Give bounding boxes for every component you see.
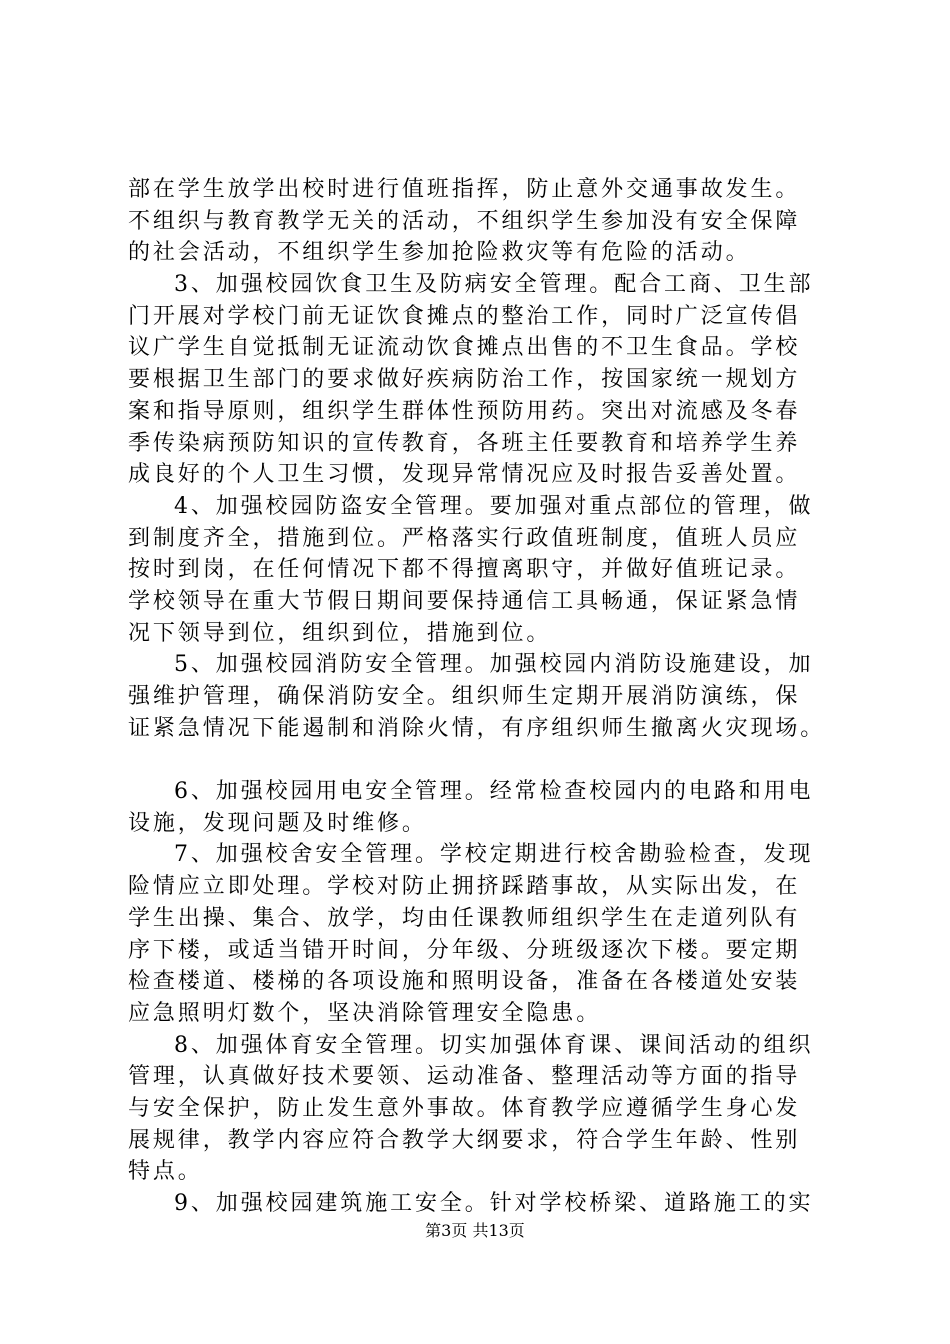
text-line: 要根据卫生部门的要求做好疾病防治工作，按国家统一规划方 [128, 367, 801, 393]
text-line: 按时到岗，在任何情况下都不得擅离职守，并做好值班记录。 [128, 557, 801, 583]
text-line: 序下楼，或适当错开时间，分年级、分班级逐次下楼。要定期 [128, 937, 801, 963]
document-body [128, 174, 838, 1220]
text-line: 学校领导在重大节假日期间要保持通信工具畅通，保证紧急情 [128, 588, 801, 614]
text-line: 强维护管理，确保消防安全。组织师生定期开展消防演练，保 [128, 684, 801, 709]
text-line: 管理，认真做好技术要领、运动准备、整理活动等方面的指导 [128, 1064, 801, 1090]
text-line: 与安全保护，防止发生意外事故。体育教学应遵循学生身心发 [128, 1095, 801, 1121]
text-line: 展规律，教学内容应符合教学大纲要求，符合学生年龄、性别 [128, 1127, 801, 1153]
text-line: 检查楼道、楼梯的各项设施和照明设备，准备在各楼道处安装 [128, 969, 801, 995]
text-line: 季传染病预防知识的宣传教育，各班主任要教育和培养学生养 [128, 430, 801, 456]
text-line: 案和指导原则，组织学生群体性预防用药。突出对流感及冬春 [128, 398, 801, 424]
paragraph-8-start: 8、加强体育安全管理。切实加强体育课、课间活动的组织 [174, 1032, 814, 1058]
text-line: 况下领导到位，组织到位，措施到位。 [128, 620, 552, 646]
text-line: 不组织与教育教学无关的活动，不组织学生参加没有安全保障 [128, 208, 801, 234]
page-footer: 第3页 共13页 [425, 1221, 525, 1240]
text-line: 证紧急情况下能遏制和消除火情，有序组织师生撤离火灾现场。 [128, 715, 826, 741]
text-line: 设施，发现问题及时维修。 [128, 810, 427, 836]
paragraph-6-start: 6、加强校园用电安全管理。经常检查校园内的电路和用电 [174, 779, 814, 805]
blank-line [128, 744, 838, 776]
text-line: 的社会活动，不组织学生参加抢险救灾等有危险的活动。 [128, 240, 751, 266]
paragraph-3-start: 3、加强校园饮食卫生及防病安全管理。配合工商、卫生部 [174, 272, 814, 298]
paragraph-4-start: 4、加强校园防盗安全管理。要加强对重点部位的管理，做 [174, 493, 814, 519]
paragraph-5-start: 5、加强校园消防安全管理。加强校园内消防设施建设，加 [174, 652, 814, 678]
text-line: 特点。 [128, 1159, 203, 1185]
text-line: 学生出操、集合、放学，均由任课教师组织学生在走道列队有 [128, 905, 801, 931]
text-line: 部在学生放学出校时进行值班指挥，防止意外交通事故发生。 [128, 177, 801, 202]
text-line: 险情应立即处理。学校对防止拥挤踩踏事故，从实际出发，在 [128, 874, 801, 900]
text-line: 门开展对学校门前无证饮食摊点的整治工作，同时广泛宣传倡 [128, 303, 801, 329]
text-line: 议广学生自觉抵制无证流动饮食摊点出售的不卫生食品。学校 [128, 335, 801, 361]
paragraph-7-start: 7、加强校舍安全管理。学校定期进行校舍勘验检查，发现 [174, 842, 814, 868]
text-line: 应急照明灯数个，坚决消除管理安全隐患。 [128, 1000, 602, 1026]
text-line: 到制度齐全，措施到位。严格落实行政值班制度，值班人员应 [128, 525, 801, 551]
paragraph-9-start: 9、加强校园建筑施工安全。针对学校桥梁、道路施工的实 [174, 1191, 814, 1216]
text-line: 成良好的个人卫生习惯，发现异常情况应及时报告妥善处置。 [128, 462, 801, 488]
